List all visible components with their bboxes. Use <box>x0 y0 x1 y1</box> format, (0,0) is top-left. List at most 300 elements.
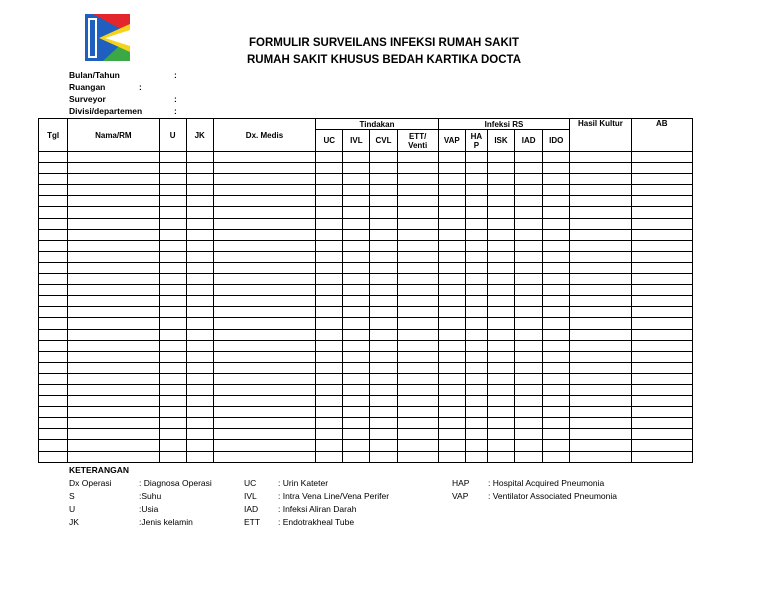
col-cvl: CVL <box>370 130 397 152</box>
table-cell <box>316 384 343 395</box>
table-cell <box>186 240 213 251</box>
table-cell <box>186 185 213 196</box>
table-cell <box>487 163 514 174</box>
table-cell <box>213 440 315 451</box>
table-cell <box>316 362 343 373</box>
table-cell <box>515 296 543 307</box>
table-cell <box>397 451 438 462</box>
table-cell <box>370 351 397 362</box>
table-cell <box>397 174 438 185</box>
table-cell <box>465 152 487 163</box>
table-cell <box>316 373 343 384</box>
table-cell <box>487 174 514 185</box>
table-row <box>39 307 693 318</box>
table-cell <box>213 307 315 318</box>
table-cell <box>465 318 487 329</box>
table-cell <box>316 262 343 273</box>
table-cell <box>543 440 570 451</box>
group-infeksi-rs: Infeksi RS <box>438 119 570 130</box>
table-cell <box>39 384 68 395</box>
table-cell <box>487 296 514 307</box>
table-cell <box>213 207 315 218</box>
table-cell <box>515 262 543 273</box>
table-cell <box>397 163 438 174</box>
table-cell <box>515 373 543 384</box>
table-cell <box>397 396 438 407</box>
table-cell <box>39 229 68 240</box>
table-cell <box>631 163 692 174</box>
surveillance-table <box>38 118 693 463</box>
table-cell <box>515 251 543 262</box>
table-cell <box>570 285 631 296</box>
table-cell <box>68 163 159 174</box>
table-cell <box>159 373 186 384</box>
table-cell <box>68 285 159 296</box>
table-cell <box>39 262 68 273</box>
table-cell <box>397 351 438 362</box>
table-cell <box>316 307 343 318</box>
table-cell <box>186 418 213 429</box>
table-cell <box>515 196 543 207</box>
table-cell <box>186 218 213 229</box>
table-cell <box>343 329 370 340</box>
table-cell <box>68 384 159 395</box>
table-cell <box>438 373 465 384</box>
legend-desc: :Jenis kelamin <box>139 517 193 527</box>
table-cell <box>487 340 514 351</box>
table-cell <box>68 185 159 196</box>
table-cell <box>570 163 631 174</box>
table-cell <box>397 440 438 451</box>
col-tgl: Tgl <box>39 119 68 152</box>
table-cell <box>570 340 631 351</box>
table-cell <box>370 285 397 296</box>
table-cell <box>159 329 186 340</box>
table-cell <box>370 329 397 340</box>
table-cell <box>343 396 370 407</box>
legend-abbr: U <box>69 504 76 514</box>
legend-title: KETERANGAN <box>69 465 129 475</box>
table-cell <box>343 174 370 185</box>
legend-desc: : Diagnosa Operasi <box>139 478 212 488</box>
table-cell <box>631 296 692 307</box>
table-cell <box>465 274 487 285</box>
table-cell <box>343 207 370 218</box>
table-cell <box>159 274 186 285</box>
table-cell <box>397 384 438 395</box>
table-cell <box>631 429 692 440</box>
table-cell <box>370 451 397 462</box>
table-cell <box>343 373 370 384</box>
table-cell <box>39 185 68 196</box>
table-cell <box>515 152 543 163</box>
col-u: U <box>159 119 186 152</box>
table-cell <box>213 163 315 174</box>
table-cell <box>438 340 465 351</box>
table-cell <box>465 262 487 273</box>
table-cell <box>343 418 370 429</box>
legend-abbr: HAP <box>452 478 470 488</box>
col-ab: AB <box>631 119 692 152</box>
table-cell <box>631 196 692 207</box>
table-cell <box>570 207 631 218</box>
table-cell <box>39 251 68 262</box>
table-cell <box>631 285 692 296</box>
table-cell <box>438 307 465 318</box>
table-cell <box>631 240 692 251</box>
table-row <box>39 340 693 351</box>
table-cell <box>213 152 315 163</box>
table-cell <box>343 262 370 273</box>
table-cell <box>438 152 465 163</box>
table-cell <box>397 251 438 262</box>
table-cell <box>487 240 514 251</box>
table-cell <box>397 329 438 340</box>
table-row <box>39 362 693 373</box>
table-cell <box>487 152 514 163</box>
table-cell <box>515 240 543 251</box>
table-cell <box>465 207 487 218</box>
table-cell <box>487 362 514 373</box>
table-cell <box>186 396 213 407</box>
table-cell <box>370 373 397 384</box>
table-cell <box>515 229 543 240</box>
table-cell <box>515 307 543 318</box>
table-cell <box>397 362 438 373</box>
table-cell <box>159 229 186 240</box>
table-cell <box>438 318 465 329</box>
table-cell <box>159 207 186 218</box>
table-row <box>39 274 693 285</box>
table-row <box>39 185 693 196</box>
table-cell <box>39 373 68 384</box>
table-cell <box>570 274 631 285</box>
table-cell <box>570 251 631 262</box>
table-cell <box>370 340 397 351</box>
table-cell <box>370 163 397 174</box>
table-cell <box>487 440 514 451</box>
table-cell <box>465 307 487 318</box>
table-row <box>39 296 693 307</box>
table-cell <box>316 396 343 407</box>
table-cell <box>465 407 487 418</box>
table-cell <box>159 340 186 351</box>
table-cell <box>515 440 543 451</box>
table-cell <box>68 174 159 185</box>
table-cell <box>343 285 370 296</box>
table-cell <box>438 429 465 440</box>
table-cell <box>213 218 315 229</box>
table-cell <box>39 274 68 285</box>
table-cell <box>465 218 487 229</box>
table-cell <box>438 329 465 340</box>
table-cell <box>570 329 631 340</box>
table-cell <box>68 440 159 451</box>
table-cell <box>186 407 213 418</box>
table-cell <box>370 152 397 163</box>
table-cell <box>39 207 68 218</box>
table-cell <box>515 318 543 329</box>
table-cell <box>487 329 514 340</box>
table-cell <box>159 307 186 318</box>
table-cell <box>213 340 315 351</box>
table-cell <box>39 318 68 329</box>
table-cell <box>343 362 370 373</box>
table-cell <box>543 351 570 362</box>
table-cell <box>159 196 186 207</box>
table-cell <box>397 429 438 440</box>
table-cell <box>397 285 438 296</box>
table-cell <box>343 407 370 418</box>
table-cell <box>186 362 213 373</box>
table-cell <box>570 262 631 273</box>
table-cell <box>487 451 514 462</box>
table-cell <box>438 163 465 174</box>
table-cell <box>570 373 631 384</box>
table-cell <box>370 307 397 318</box>
table-cell <box>159 163 186 174</box>
legend-abbr: JK <box>69 517 79 527</box>
table-cell <box>39 196 68 207</box>
table-cell <box>370 396 397 407</box>
table-cell <box>370 229 397 240</box>
table-cell <box>186 174 213 185</box>
table-cell <box>543 429 570 440</box>
legend-abbr: IVL <box>244 491 257 501</box>
table-cell <box>515 218 543 229</box>
table-cell <box>397 373 438 384</box>
table-cell <box>186 163 213 174</box>
table-row <box>39 285 693 296</box>
table-cell <box>543 262 570 273</box>
table-cell <box>397 229 438 240</box>
table-cell <box>159 362 186 373</box>
table-cell <box>465 240 487 251</box>
table-cell <box>397 340 438 351</box>
table-cell <box>370 407 397 418</box>
table-cell <box>316 329 343 340</box>
table-cell <box>159 318 186 329</box>
table-cell <box>438 196 465 207</box>
table-cell <box>159 218 186 229</box>
table-cell <box>186 251 213 262</box>
table-cell <box>487 407 514 418</box>
table-cell <box>438 207 465 218</box>
table-cell <box>465 163 487 174</box>
table-cell <box>186 451 213 462</box>
table-cell <box>159 152 186 163</box>
table-cell <box>316 440 343 451</box>
table-cell <box>370 362 397 373</box>
table-cell <box>186 262 213 273</box>
table-cell <box>186 340 213 351</box>
col-dx-medis: Dx. Medis <box>213 119 315 152</box>
table-cell <box>543 318 570 329</box>
table-cell <box>397 207 438 218</box>
table-cell <box>68 229 159 240</box>
table-cell <box>465 451 487 462</box>
table-cell <box>397 262 438 273</box>
table-cell <box>68 407 159 418</box>
table-cell <box>343 340 370 351</box>
table-cell <box>213 262 315 273</box>
table-cell <box>570 396 631 407</box>
table-cell <box>438 185 465 196</box>
table-cell <box>343 318 370 329</box>
table-cell <box>631 274 692 285</box>
table-cell <box>438 274 465 285</box>
table-cell <box>186 196 213 207</box>
table-cell <box>543 285 570 296</box>
table-cell <box>487 285 514 296</box>
table-cell <box>39 440 68 451</box>
table-cell <box>213 274 315 285</box>
table-cell <box>370 384 397 395</box>
table-cell <box>343 307 370 318</box>
table-cell <box>438 285 465 296</box>
table-cell <box>543 362 570 373</box>
table-cell <box>186 207 213 218</box>
table-cell <box>438 451 465 462</box>
table-row <box>39 418 693 429</box>
table-cell <box>397 274 438 285</box>
table-cell <box>631 351 692 362</box>
table-row <box>39 396 693 407</box>
table-cell <box>343 163 370 174</box>
table-cell <box>515 163 543 174</box>
table-cell <box>397 240 438 251</box>
table-row <box>39 451 693 462</box>
table-cell <box>543 384 570 395</box>
table-cell <box>570 429 631 440</box>
table-cell <box>487 307 514 318</box>
table-cell <box>213 396 315 407</box>
table-cell <box>631 329 692 340</box>
col-isk: ISK <box>487 130 514 152</box>
table-cell <box>570 362 631 373</box>
table-cell <box>159 285 186 296</box>
table-cell <box>570 318 631 329</box>
table-cell <box>39 240 68 251</box>
table-cell <box>213 384 315 395</box>
table-cell <box>186 318 213 329</box>
table-cell <box>515 429 543 440</box>
table-cell <box>487 251 514 262</box>
table-cell <box>39 396 68 407</box>
table-cell <box>159 174 186 185</box>
table-cell <box>68 362 159 373</box>
table-cell <box>543 274 570 285</box>
table-cell <box>515 396 543 407</box>
table-cell <box>438 362 465 373</box>
table-cell <box>316 318 343 329</box>
table-cell <box>570 196 631 207</box>
table-cell <box>543 307 570 318</box>
table-cell <box>487 373 514 384</box>
table-cell <box>631 307 692 318</box>
legend-desc: : Ventilator Associated Pneumonia <box>488 491 617 501</box>
table-cell <box>370 296 397 307</box>
table-cell <box>631 318 692 329</box>
table-cell <box>316 340 343 351</box>
table-cell <box>465 418 487 429</box>
table-cell <box>570 407 631 418</box>
table-cell <box>631 373 692 384</box>
table-cell <box>465 396 487 407</box>
table-cell <box>186 329 213 340</box>
table-cell <box>159 262 186 273</box>
table-cell <box>515 340 543 351</box>
table-row <box>39 196 693 207</box>
table-cell <box>370 240 397 251</box>
table-cell <box>631 451 692 462</box>
table-cell <box>39 351 68 362</box>
table-cell <box>465 340 487 351</box>
form-title: FORMULIR SURVEILANS INFEKSI RUMAH SAKIT <box>248 37 520 49</box>
col-hap: HA P <box>465 130 487 152</box>
table-cell <box>213 407 315 418</box>
hospital-name: RUMAH SAKIT KHUSUS BEDAH KARTIKA DOCTA <box>246 54 522 66</box>
table-cell <box>68 240 159 251</box>
table-cell <box>68 451 159 462</box>
table-cell <box>316 207 343 218</box>
table-cell <box>159 185 186 196</box>
table-cell <box>343 229 370 240</box>
table-cell <box>186 296 213 307</box>
table-row <box>39 407 693 418</box>
table-cell <box>438 407 465 418</box>
table-cell <box>370 418 397 429</box>
table-cell <box>543 240 570 251</box>
table-cell <box>570 218 631 229</box>
table-cell <box>68 329 159 340</box>
table-cell <box>487 185 514 196</box>
table-cell <box>570 185 631 196</box>
table-cell <box>631 262 692 273</box>
table-cell <box>39 218 68 229</box>
table-cell <box>515 418 543 429</box>
table-cell <box>213 240 315 251</box>
table-row <box>39 229 693 240</box>
table-cell <box>186 384 213 395</box>
table-cell <box>39 152 68 163</box>
table-cell <box>543 340 570 351</box>
table-row <box>39 218 693 229</box>
table-cell <box>438 229 465 240</box>
table-cell <box>316 418 343 429</box>
table-cell <box>487 207 514 218</box>
table-cell <box>316 218 343 229</box>
table-cell <box>316 240 343 251</box>
table-cell <box>68 152 159 163</box>
table-cell <box>68 251 159 262</box>
table-cell <box>370 207 397 218</box>
table-cell <box>397 318 438 329</box>
table-cell <box>316 451 343 462</box>
table-cell <box>39 418 68 429</box>
table-cell <box>570 296 631 307</box>
table-cell <box>213 229 315 240</box>
table-cell <box>570 451 631 462</box>
legend-desc: :Suhu <box>139 491 162 501</box>
table-cell <box>39 329 68 340</box>
table-cell <box>570 240 631 251</box>
table-cell <box>159 451 186 462</box>
table-cell <box>316 229 343 240</box>
table-row <box>39 174 693 185</box>
table-cell <box>397 407 438 418</box>
table-cell <box>397 307 438 318</box>
